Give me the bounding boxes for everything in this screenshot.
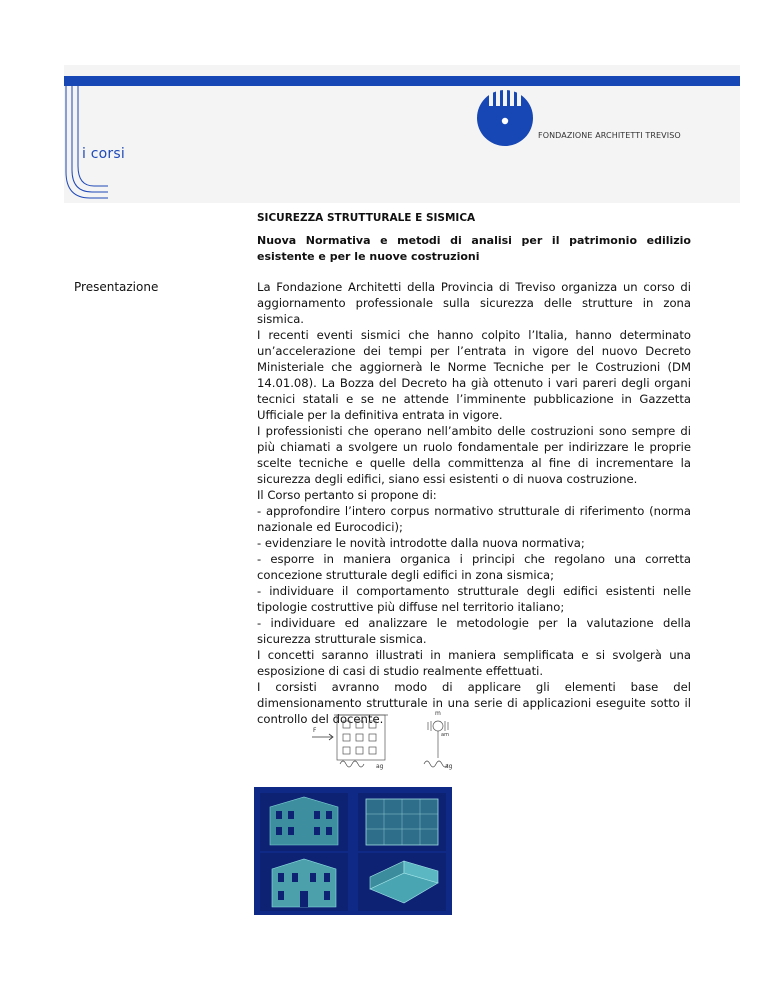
course-subtitle: Nuova Normativa e metodi di analisi per il patrimonio edilizio esistente e per le nuove costruzioni (257, 234, 691, 263)
list-item: - esporre in maniera organica i principi che regolano una corretta concezione strutturale degli edifici in zona sismica; (257, 552, 691, 582)
section-label-corsi: i corsi (82, 146, 125, 162)
ground-accel-label-right: ag (445, 763, 453, 770)
paragraph: La Fondazione Architetti della Provincia di Treviso organizza un corso di aggiornamento professionale sulla sicurezza delle strutture in zona sismica. (257, 280, 691, 326)
list-item: - approfondire l’intero corpus normativo strutturale di riferimento (norma nazionale ed Eurocodici); (257, 504, 691, 534)
section-heading-presentazione: Presentazione (74, 280, 159, 294)
course-title: SICUREZZA STRUTTURALE E SISMICA (257, 212, 476, 224)
building-sketch (334, 715, 388, 767)
list-item: - individuare ed analizzare le metodologie per la valutazione della sicurezza strutturale sismica. (257, 616, 691, 646)
oscillator-sketch (424, 721, 448, 767)
structural-renders-panel (254, 787, 452, 915)
paragraph: I professionisti che operano nell’ambito delle costruzioni sono sempre di più chiamati a svolgere un ruolo fondamentale per indirizzare le proprie scelte tecniche e quelle della committenza al fine di incrementare la sicurezza degli edifici, siano essi esistenti o di nuova costruzione. (257, 424, 691, 486)
paragraph: I recenti eventi sismici che hanno colpito l’Italia, hanno determinato un’accelerazione dei tempi per l’entrata in vigore del nuovo Decreto Ministeriale che aggiornerà le Norme Tecniche per le Costruzioni (DM 14.01.08). La Bozza del Decreto ha già ottenuto i vari pareri degli organi tecnici statali e se ne attende l’imminente pubblicazione in Gazzetta Ufficiale per la definitiva entrata in vigore. (257, 328, 691, 422)
header-accent-bar (64, 76, 740, 86)
paragraph: I concetti saranno illustrati in maniera semplificata e si svolgerà una esposizione di casi di studio realmente effettuati. (257, 648, 691, 678)
mass-label: m (435, 710, 441, 717)
ground-accel-label-left: ag (376, 763, 384, 770)
organization-name: FONDAZIONE ARCHITETTI TREVISO (538, 131, 681, 140)
top-accel-label: am (441, 732, 449, 738)
list-item: - individuare il comportamento strutturale degli edifici esistenti nelle tipologie costruttive più diffuse nel territorio italiano; (257, 584, 691, 614)
plan-mesh-render-image (358, 793, 446, 851)
paragraph: I corsisti avranno modo di applicare gli elementi base del dimensionamento strutturale in una serie di applicazioni eseguite sotto il controllo del docente. (257, 680, 691, 726)
facade-render-image (260, 793, 348, 851)
presentation-body (257, 279, 691, 727)
list-item: - evidenziare le novità introdotte dalla nuova normativa; (257, 536, 585, 550)
force-label: F (313, 727, 317, 734)
paragraph: Il Corso pertanto si propone di: (257, 488, 437, 502)
3d-model-render-image (358, 853, 446, 911)
foundation-logo-icon (475, 88, 535, 148)
seismic-model-diagram (310, 708, 460, 778)
front-elevation-render-image (260, 853, 348, 911)
